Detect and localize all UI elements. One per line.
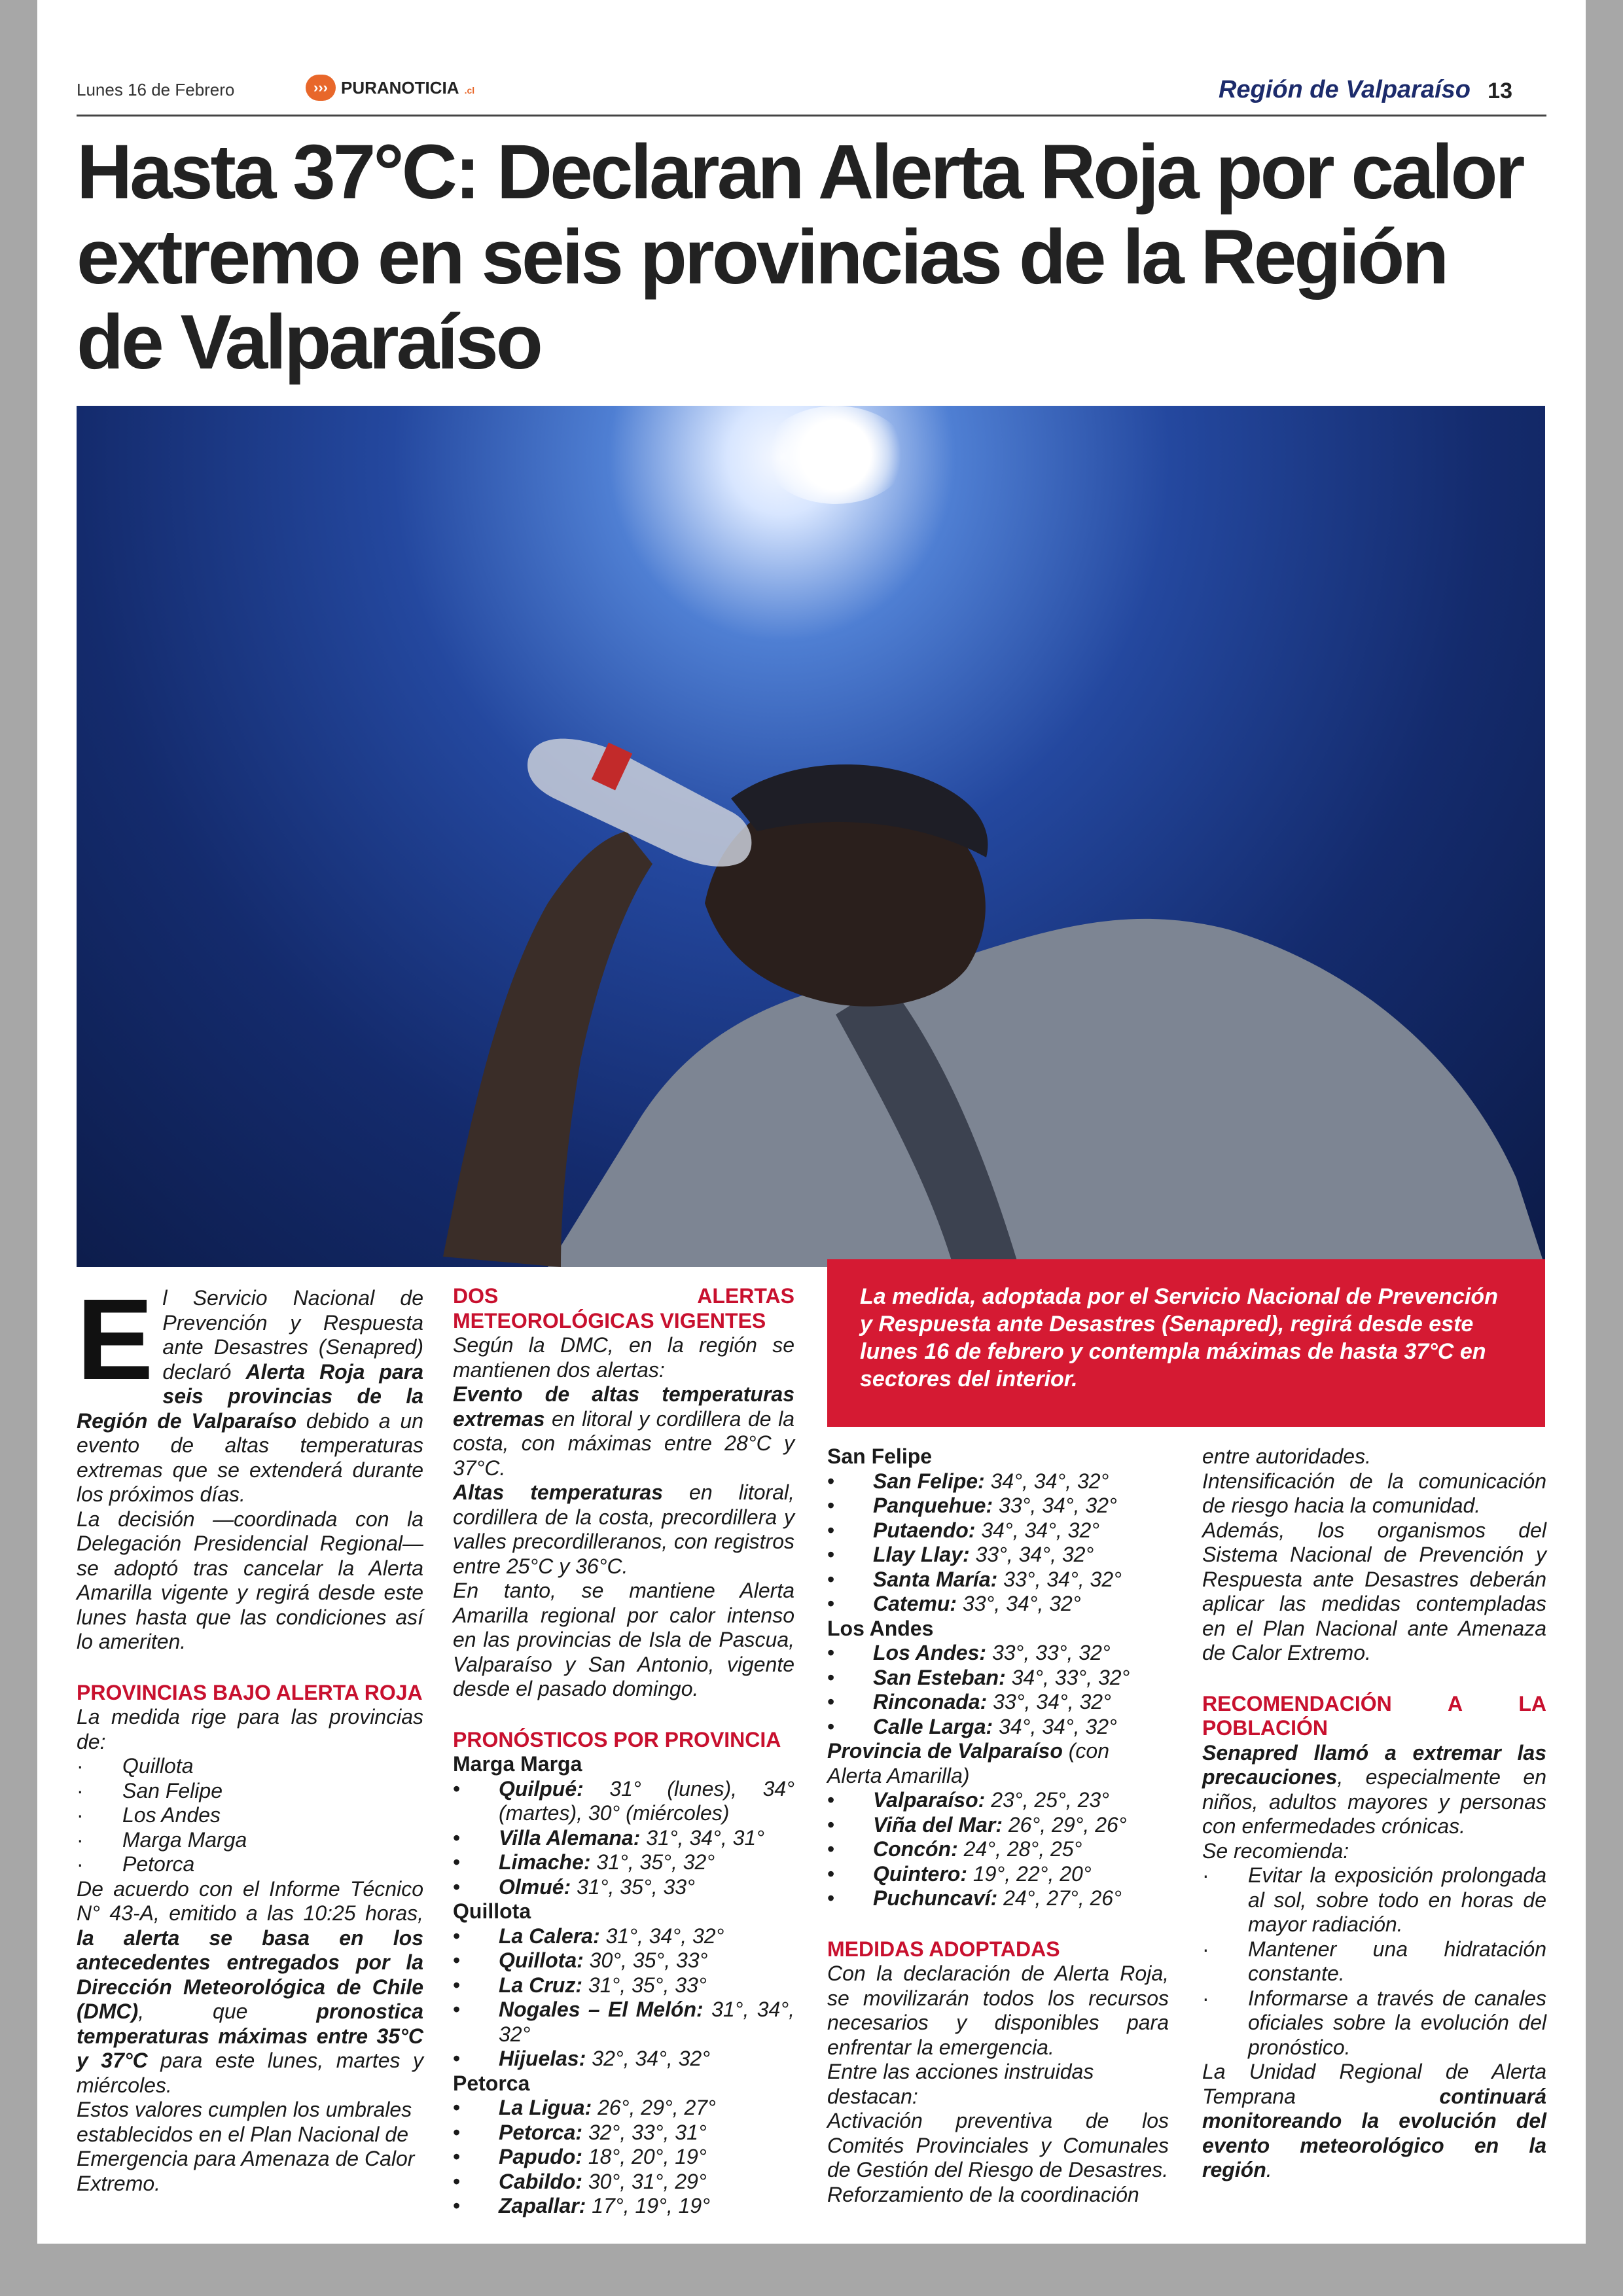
city-temps: 33°, 34°, 32° bbox=[987, 1690, 1111, 1713]
paragraph-decision: La decisión —coordinada con la Delegación Presidencial Regional— se adoptó tras cancelar la Alerta Amarilla vigente y regirá desde este lunes hasta que las condiciones así lo ameriten. bbox=[77, 1507, 423, 1653]
bold-span: la alerta se basa en los antecedentes entregados por la Dirección Meteorológica de Chile (DMC) bbox=[77, 1926, 423, 2023]
bold-span: Altas temperaturas bbox=[453, 1480, 664, 1504]
article-headline: Hasta 37°C: Declaran Alerta Roja por calor extremo en seis provincias de la Región de Valparaíso bbox=[77, 129, 1523, 386]
city-temps: 31°, 34°, 31° bbox=[640, 1825, 764, 1850]
province-label: Provincia de Valparaíso bbox=[827, 1739, 1063, 1763]
paragraph-acciones: Entre las acciones instruidas destacan: bbox=[827, 2060, 1094, 2108]
city-temps: 32°, 34°, 32° bbox=[586, 2047, 710, 2070]
list-item bbox=[453, 1875, 794, 1900]
list-item bbox=[827, 1469, 1169, 1494]
city-name: Rinconada: bbox=[873, 1690, 988, 1713]
city-temps: 33°, 34°, 32° bbox=[957, 1592, 1081, 1615]
list-item bbox=[453, 2121, 794, 2145]
city-name: Calle Larga: bbox=[873, 1714, 993, 1738]
text-span: , que bbox=[138, 2000, 317, 2023]
list-item: · San Felipe bbox=[77, 1779, 423, 1804]
city-name: Quillota: bbox=[499, 1948, 584, 1972]
city-temps: 31°, 35°, 33° bbox=[571, 1874, 695, 1899]
city-temps: 26°, 29°, 27° bbox=[592, 2096, 716, 2119]
forecast-quillota bbox=[453, 1899, 794, 2072]
city-list bbox=[453, 1924, 794, 2072]
city-temps: 31°, 34°, 32° bbox=[599, 1924, 724, 1948]
paragraph-umbrales: Estos valores cumplen los umbrales establecidos en el Plan Nacional de Emergencia para Amenaza de Calor Extremo. bbox=[77, 2098, 415, 2195]
newspaper-page bbox=[37, 0, 1586, 2244]
city-name: La Calera: bbox=[499, 1924, 600, 1948]
list-item bbox=[827, 1518, 1169, 1543]
paragraph-dmc: Según la DMC, en la región se mantienen dos alertas: bbox=[453, 1333, 794, 1382]
logo-text: PURANOTICIA bbox=[341, 77, 459, 98]
paragraph-movilizaran: Con la declaración de Alerta Roja, se movilizarán todos los recursos necesarios y disponibles para enfrentar la emergencia. bbox=[827, 1962, 1169, 2059]
city-temps: 31°, 35°, 33° bbox=[582, 1973, 707, 1997]
province-name bbox=[827, 1444, 1169, 1469]
list-item bbox=[827, 1788, 1169, 1813]
city-name: La Ligua: bbox=[499, 2096, 592, 2119]
list-item: · Petorca bbox=[77, 1852, 423, 1877]
province-name: Marga Marga bbox=[453, 1752, 582, 1776]
province-name bbox=[827, 1739, 1169, 1788]
paragraph-altas bbox=[453, 1480, 794, 1579]
list-item bbox=[827, 1813, 1169, 1838]
bold-span: Evento de altas temperaturas extremas bbox=[453, 1382, 794, 1431]
city-name: La Cruz: bbox=[499, 1973, 582, 1997]
paragraph-amarilla: En tanto, se mantiene Alerta Amarilla regional por calor intenso en las provincias de Isla de Pascua, Valparaíso y San Antonio, vigente desde el pasado domingo. bbox=[453, 1579, 794, 1700]
city-name: Petorca: bbox=[499, 2120, 583, 2144]
list-item: · Informarse a través de canales oficiales sobre la evolución del pronóstico. bbox=[1202, 1986, 1546, 2060]
city-temps: 33°, 34°, 32° bbox=[969, 1543, 1094, 1566]
city-list bbox=[827, 1788, 1169, 1911]
lead-text-a: l Servicio Nacional de Prevención y Respuesta ante Desastres (Senapred) declaró bbox=[162, 1286, 423, 1384]
list-item bbox=[453, 2145, 794, 2170]
city-name: Valparaíso: bbox=[873, 1788, 986, 1812]
lead-paragraph bbox=[77, 1276, 424, 1507]
city-temps: 33°, 34°, 32° bbox=[997, 1567, 1122, 1591]
city-temps: 26°, 29°, 26° bbox=[1002, 1812, 1127, 1837]
city-temps: 23°, 25°, 23° bbox=[985, 1788, 1109, 1812]
forecast-marga-marga bbox=[453, 1752, 794, 1899]
text-span: en litoral, cordillera de la costa, precordillera y valles precordilleranos, con registros entre 25°C y 36°C. bbox=[453, 1480, 794, 1578]
list-item bbox=[827, 1862, 1169, 1887]
province-name: Quillota bbox=[453, 1899, 531, 1923]
province-note: (con Alerta Amarilla) bbox=[827, 1739, 1109, 1787]
list-item bbox=[453, 2096, 794, 2121]
city-name: Panquehue: bbox=[873, 1494, 993, 1517]
list-item bbox=[827, 1494, 1169, 1518]
city-temps: 34°, 33°, 32° bbox=[1005, 1665, 1130, 1689]
city-name: Concón: bbox=[873, 1837, 958, 1861]
paragraph-activacion: Activación preventiva de los Comités Provinciales y Comunales de Gestión del Riesgo de Desastres. bbox=[827, 2109, 1169, 2181]
column-1 bbox=[77, 1276, 424, 2196]
list-item: · Evitar la exposición prolongada al sol, sobre todo en horas de mayor radiación. bbox=[1202, 1863, 1546, 1937]
city-name: Putaendo: bbox=[873, 1518, 976, 1542]
city-temps: 19°, 22°, 20° bbox=[967, 1861, 1092, 1886]
list-item bbox=[827, 1715, 1169, 1740]
paragraph-organismos: Además, los organismos del Sistema Nacional de Prevención y Respuesta ante Desastres deberán aplicar las medidas contempladas en el Plan Nacional ante Amenaza de Calor Extremo. bbox=[1202, 1518, 1546, 1664]
list-item bbox=[827, 1543, 1169, 1568]
drop-cap: E bbox=[77, 1276, 154, 1404]
list-item: · Marga Marga bbox=[77, 1828, 423, 1853]
list-item bbox=[453, 2194, 794, 2219]
bold-span: continuará monitoreando la evolución del evento meteorológico en la región bbox=[1202, 2084, 1546, 2181]
city-name: Quintero: bbox=[873, 1861, 967, 1886]
forecast-valparaiso bbox=[827, 1739, 1169, 1911]
city-temps: 18°, 20°, 19° bbox=[582, 2145, 707, 2168]
city-name: Llay Llay: bbox=[873, 1543, 970, 1566]
list-item bbox=[453, 1973, 794, 1998]
city-name: Hijuelas: bbox=[499, 2047, 586, 2070]
province-name: Petorca bbox=[453, 2071, 530, 2095]
column-3 bbox=[827, 1444, 1169, 2207]
paragraph-recomienda: Se recomienda: bbox=[1202, 1839, 1349, 1863]
forecast-san-felipe bbox=[827, 1444, 1169, 1617]
list-item bbox=[453, 1998, 794, 2047]
list-item bbox=[827, 1641, 1169, 1666]
subheading-recomendacion: RECOMENDACIÓN A LA POBLACIÓN bbox=[1202, 1691, 1546, 1740]
province-label: Los Andes bbox=[827, 1616, 934, 1640]
list-item bbox=[827, 1592, 1169, 1617]
bold-span: Senapred llamó a extremar las precauciones bbox=[1202, 1740, 1546, 1789]
forecast-petorca bbox=[453, 2072, 794, 2219]
list-item bbox=[453, 1850, 794, 1875]
column-4 bbox=[1202, 1444, 1546, 2183]
section-title: Región de Valparaíso bbox=[1218, 76, 1471, 103]
city-temps: 33°, 33°, 32° bbox=[986, 1641, 1111, 1664]
pull-quote-box bbox=[827, 1259, 1545, 1427]
list-item bbox=[827, 1837, 1169, 1862]
city-temps: 30°, 31°, 29° bbox=[582, 2169, 707, 2193]
subheading-alertas: DOS ALERTAS METEOROLÓGICAS VIGENTES bbox=[453, 1284, 794, 1333]
text-span: La Unidad Regional de Alerta Temprana bbox=[1202, 2060, 1546, 2108]
paragraph-intensificacion: Intensificación de la comunicación de riesgo hacia la comunidad. bbox=[1202, 1469, 1546, 1517]
logo-arrows-icon: ››› bbox=[306, 75, 336, 101]
logo-domain: .cl bbox=[464, 85, 475, 96]
page-number: 13 bbox=[1488, 79, 1512, 103]
city-temps: 33°, 34°, 32° bbox=[993, 1494, 1117, 1517]
paragraph-reforzamiento: Reforzamiento de la coordinación bbox=[827, 2182, 1139, 2206]
city-temps: 34°, 34°, 32° bbox=[975, 1518, 1100, 1542]
list-item bbox=[453, 2170, 794, 2195]
province-name bbox=[827, 1617, 1169, 1641]
bold-span: pronostica temperaturas máximas entre 35°C y 37°C bbox=[77, 2000, 423, 2072]
province-list bbox=[77, 1754, 423, 1877]
city-temps: 31°, 35°, 32° bbox=[590, 1850, 715, 1874]
city-name: Cabildo: bbox=[499, 2169, 582, 2193]
list-item bbox=[453, 1777, 794, 1826]
city-name: San Felipe: bbox=[873, 1469, 985, 1493]
text-span: para este lunes, martes y miércoles. bbox=[77, 2049, 424, 2097]
paragraph-rige: La medida rige para las provincias de: bbox=[77, 1705, 423, 1753]
city-temps: 24°, 28°, 25° bbox=[957, 1837, 1082, 1861]
city-list bbox=[453, 1777, 794, 1900]
list-item bbox=[827, 1886, 1169, 1911]
paragraph-evento bbox=[453, 1382, 794, 1480]
city-temps: 30°, 35°, 33° bbox=[583, 1948, 708, 1972]
list-item bbox=[453, 1826, 794, 1851]
list-item bbox=[827, 1568, 1169, 1592]
city-name: Catemu: bbox=[873, 1592, 957, 1615]
city-name: Limache: bbox=[499, 1850, 591, 1874]
city-name: Quilpué: bbox=[499, 1776, 584, 1801]
forecast-los-andes bbox=[827, 1617, 1169, 1740]
city-name: Nogales – El Melón: bbox=[499, 1998, 704, 2021]
city-temps: 31°, 34°, 32° bbox=[499, 1998, 795, 2046]
city-name: Puchuncaví: bbox=[873, 1886, 998, 1910]
paragraph-informe bbox=[77, 1877, 423, 2098]
list-item bbox=[453, 1948, 794, 1973]
recommendation-list bbox=[1202, 1863, 1546, 2060]
pull-quote-text: La medida, adoptada por el Servicio Nacional de Prevención y Respuesta ante Desastres (Senapred), regirá desde este lunes 16 de febrero y contempla máximas de hasta 37°C en sectores del interior. bbox=[860, 1284, 1498, 1391]
publication-logo bbox=[306, 75, 474, 101]
text-span: , especialmente en niños, adultos mayores y personas con enfermedades crónicas. bbox=[1202, 1765, 1546, 1838]
paragraph-senapred bbox=[1202, 1741, 1546, 1839]
city-list bbox=[453, 2096, 794, 2219]
paragraph-autoridades: entre autoridades. bbox=[1202, 1444, 1371, 1468]
city-name: Zapallar: bbox=[499, 2194, 586, 2217]
person-drinking-silhouette bbox=[77, 406, 1545, 1267]
city-name: Santa María: bbox=[873, 1567, 998, 1591]
subheading-provincias: PROVINCIAS BAJO ALERTA ROJA bbox=[77, 1680, 423, 1704]
city-list bbox=[827, 1641, 1169, 1739]
province-label: San Felipe bbox=[827, 1444, 933, 1468]
city-list bbox=[827, 1469, 1169, 1617]
list-item: · Mantener una hidratación constante. bbox=[1202, 1937, 1546, 1986]
city-name: San Esteban: bbox=[873, 1665, 1006, 1689]
city-name: Papudo: bbox=[499, 2145, 582, 2168]
city-name: Olmué: bbox=[499, 1874, 571, 1899]
city-temps: 32°, 33°, 31° bbox=[582, 2120, 707, 2144]
lead-text-b: debido a un evento de altas temperaturas extremas que se extenderá durante los próximos días. bbox=[77, 1408, 423, 1506]
text-span: De acuerdo con el Informe Técnico N° 43-A, emitido a las 10:25 horas, bbox=[77, 1876, 423, 1925]
city-temps: 24°, 27°, 26° bbox=[997, 1886, 1122, 1910]
list-item bbox=[827, 1690, 1169, 1715]
city-temps: 31° (lunes), 34° (martes), 30° (miércoles) bbox=[499, 1776, 794, 1825]
header-divider bbox=[77, 115, 1546, 117]
city-temps: 17°, 19°, 19° bbox=[586, 2194, 710, 2217]
list-item: · Los Andes bbox=[77, 1803, 423, 1828]
city-name: Los Andes: bbox=[873, 1641, 987, 1664]
list-item bbox=[453, 2047, 794, 2072]
list-item bbox=[453, 1924, 794, 1949]
issue-date: Lunes 16 de Febrero bbox=[77, 80, 235, 99]
article-photo bbox=[77, 406, 1545, 1267]
subheading-medidas: MEDIDAS ADOPTADAS bbox=[827, 1937, 1060, 1961]
city-name: Viña del Mar: bbox=[873, 1812, 1003, 1837]
city-temps: 34°, 34°, 32° bbox=[984, 1469, 1109, 1493]
column-2 bbox=[453, 1284, 794, 2219]
lead-text-bold: Alerta Roja para seis provincias de la Región de Valparaíso bbox=[77, 1359, 424, 1433]
text-span: en litoral y cordillera de la costa, con máximas entre 28°C y 37°C. bbox=[453, 1407, 794, 1480]
text-span: . bbox=[1266, 2158, 1272, 2181]
paragraph-unidad bbox=[1202, 2060, 1546, 2183]
list-item bbox=[827, 1666, 1169, 1691]
subheading-pronosticos: PRONÓSTICOS POR PROVINCIA bbox=[453, 1727, 781, 1751]
city-name: Villa Alemana: bbox=[499, 1825, 641, 1850]
city-temps: 34°, 34°, 32° bbox=[993, 1714, 1117, 1738]
list-item: · Quillota bbox=[77, 1754, 423, 1779]
